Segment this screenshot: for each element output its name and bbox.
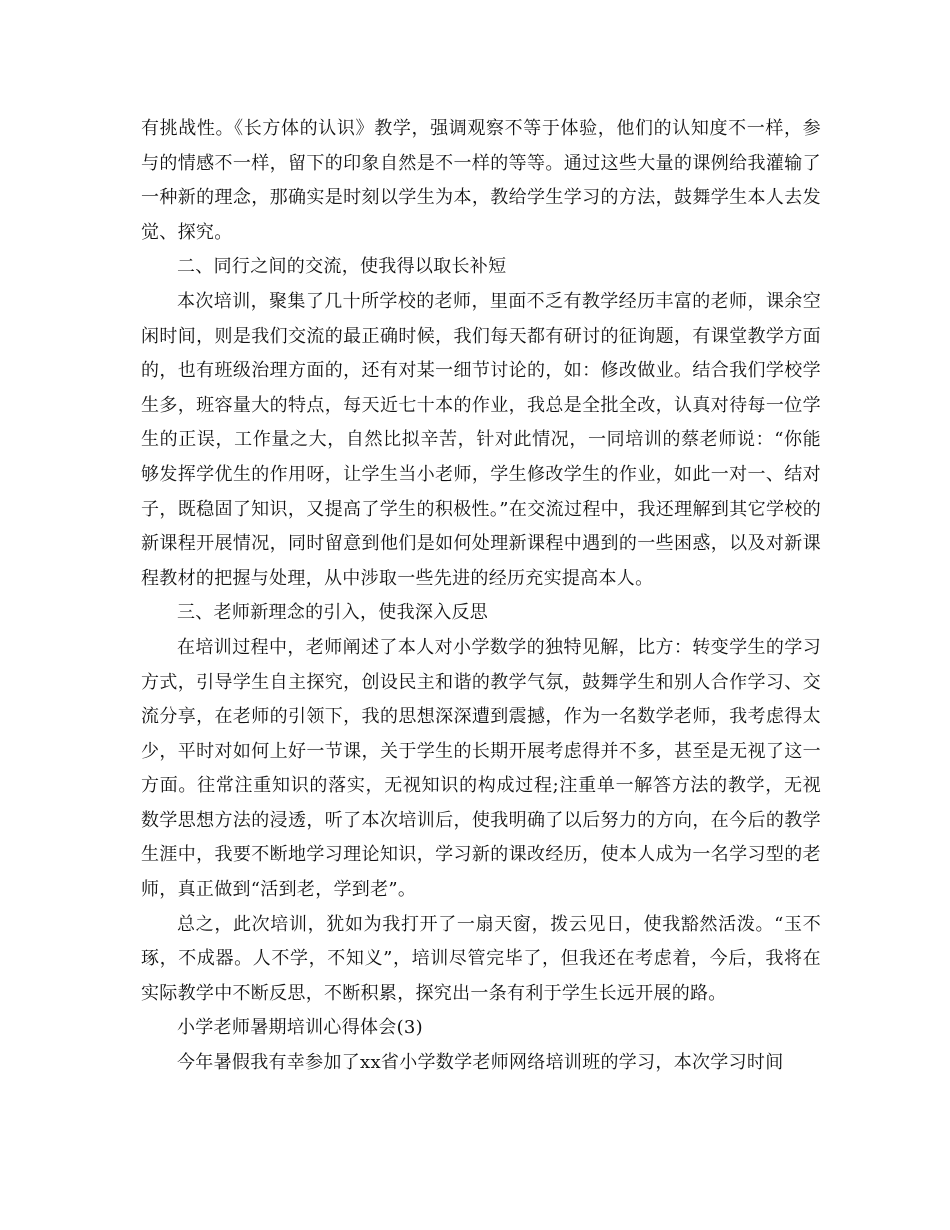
paragraph: 总之，此次培训，犹如为我打开了一扇天窗，拨云见日，使我豁然活泼。“玉不琢，不成器。人不学，不知义”，培训尽管完毕了，但我还在考虑着，今后，我将在实际教学中不断反思，不断积累，探究出一条有利于学生长远开展的路。	[141, 913, 821, 1004]
paragraph: 本次培训，聚集了几十所学校的老师，里面不乏有教学经历丰富的老师，课余空闲时间，则是我们交流的最正确时候，我们每天都有研讨的征询题，有课堂教学方面的，也有班级治理方面的，还有对某一细节讨论的，如：修改做业。结合我们学校学生多，班容量大的特点，每天近七十本的作业，我总是全批全改，认真对待每一位学生的正误，工作量之大，自然比拟辛苦，针对此情况，一同培训的蔡老师说：“你能够发挥学优生的作用呀，让学生当小老师，学生修改学生的作业，如此一对一、结对子，既稳固了知识，又提高了学生的积极性。”在交流过程中，我还理解到其它学校的新课程开展情况，同时留意到他们是如何处理新课程中遇到的一些困惑，以及对新课程教材的把握与处理，从中涉取一些先进的经历充实提高本人。	[141, 290, 821, 589]
paragraph: 今年暑假我有幸参加了xx省小学数学老师网络培训班的学习，本次学习时间	[177, 1052, 784, 1074]
paragraph: 在培训过程中，老师阐述了本人对小学数学的独特见解，比方：转变学生的学习方式，引导学生自主探究，创设民主和谐的教学气氛，鼓舞学生和别人合作学习、交流分享，在老师的引领下，我的思想深深遭到震撼，作为一名数学老师，我考虑得太少，平时对如何上好一节课，关于学生的长期开展考虑得并不多，甚至是无视了这一方面。往常注重知识的落实，无视知识的构成过程;注重单一解答方法的教学，无视数学思想方法的浸透，听了本次培训后，使我明确了以后努力的方向，在今后的教学生涯中，我要不断地学习理论知识，学习新的课改经历，使本人成为一名学习型的老师，真正做到“活到老，学到老”。	[141, 636, 821, 901]
section-heading: 二、同行之间的交流，使我得以取长补短	[177, 256, 507, 278]
article-title: 小学老师暑期培训心得体会(3)	[177, 1017, 423, 1039]
section-heading: 三、老师新理念的引入，使我深入反思	[177, 602, 489, 624]
paragraph: 有挑战性。《长方体的认识》教学，强调观察不等于体验，他们的认知度不一样，参与的情感不一样，留下的印象自然是不一样的等等。通过这些大量的课例给我灌输了一种新的理念，那确实是时刻以学生为本，教给学生学习的方法，鼓舞学生本人去发觉、探究。	[141, 118, 821, 243]
document-body	[141, 112, 821, 1081]
